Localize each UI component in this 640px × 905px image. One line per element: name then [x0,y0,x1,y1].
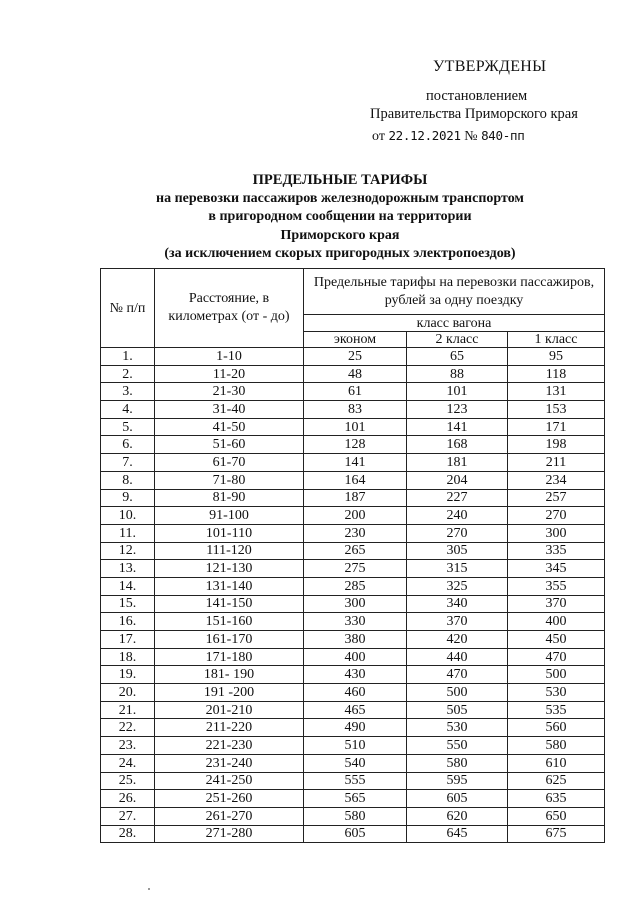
row-class-2: 440 [407,648,508,666]
row-econom: 465 [304,701,407,719]
row-class-2: 530 [407,719,508,737]
date-prefix: от [372,129,385,144]
row-number: 10. [101,507,155,525]
row-class-1: 335 [508,542,605,560]
row-class-1: 560 [508,719,605,737]
approved-label: УТВЕРЖДЕНЫ [433,58,547,75]
row-distance: 21-30 [155,383,304,401]
row-distance: 101-110 [155,524,304,542]
row-class-2: 305 [407,542,508,560]
decree-date-line [372,128,524,145]
row-class-1: 610 [508,754,605,772]
row-econom: 510 [304,737,407,755]
row-class-2: 227 [407,489,508,507]
row-econom: 187 [304,489,407,507]
table-row [101,524,605,542]
row-class-2: 580 [407,754,508,772]
row-distance: 231-240 [155,754,304,772]
table-row [101,684,605,702]
row-number: 8. [101,471,155,489]
row-distance: 221-230 [155,737,304,755]
row-class-2: 620 [407,807,508,825]
table-row [101,595,605,613]
row-class-1: 198 [508,436,605,454]
table-row [101,507,605,525]
row-class-1: 355 [508,577,605,595]
row-class-2: 315 [407,560,508,578]
row-number: 20. [101,684,155,702]
header-distance: Расстояние, в километрах (от - до) [155,269,304,348]
row-number: 23. [101,737,155,755]
row-distance: 271-280 [155,825,304,843]
row-number: 2. [101,365,155,383]
row-number: 4. [101,401,155,419]
row-class-1: 650 [508,807,605,825]
row-number: 6. [101,436,155,454]
title-line-5: (за исключением скорых пригородных электропоездов) [164,246,516,262]
table-row [101,613,605,631]
row-class-1: 400 [508,613,605,631]
table-row [101,471,605,489]
row-class-2: 325 [407,577,508,595]
row-class-1: 370 [508,595,605,613]
row-distance: 51-60 [155,436,304,454]
table-row [101,401,605,419]
table-row [101,790,605,808]
row-distance: 211-220 [155,719,304,737]
row-number: 24. [101,754,155,772]
row-econom: 540 [304,754,407,772]
row-number: 14. [101,577,155,595]
header-class-group: класс вагона [304,315,605,332]
table-row [101,436,605,454]
row-distance: 41-50 [155,418,304,436]
table-row [101,383,605,401]
header-class-1: 1 класс [508,332,605,348]
table-row [101,542,605,560]
row-econom: 200 [304,507,407,525]
row-number: 15. [101,595,155,613]
row-econom: 265 [304,542,407,560]
row-number: 1. [101,348,155,366]
row-class-2: 340 [407,595,508,613]
table-row [101,719,605,737]
table-row [101,772,605,790]
row-number: 9. [101,489,155,507]
row-distance: 161-170 [155,631,304,649]
table-row [101,365,605,383]
row-number: 28. [101,825,155,843]
row-distance: 131-140 [155,577,304,595]
row-class-2: 270 [407,524,508,542]
row-number: 18. [101,648,155,666]
row-class-1: 234 [508,471,605,489]
table-row [101,807,605,825]
row-class-1: 675 [508,825,605,843]
row-econom: 300 [304,595,407,613]
row-number: 26. [101,790,155,808]
title-line-2: на перевозки пассажиров железнодорожным транспортом [156,190,524,206]
row-class-2: 88 [407,365,508,383]
table-row [101,701,605,719]
row-class-1: 345 [508,560,605,578]
row-econom: 164 [304,471,407,489]
number-value: 840-пп [481,128,525,143]
title-line-3: в пригородном сообщении на территории [208,209,472,225]
row-class-2: 204 [407,471,508,489]
row-econom: 25 [304,348,407,366]
row-econom: 101 [304,418,407,436]
row-econom: 565 [304,790,407,808]
row-number: 19. [101,666,155,684]
title-line-1: ПРЕДЕЛЬНЫЕ ТАРИФЫ [252,172,428,188]
row-econom: 580 [304,807,407,825]
row-distance: 191 -200 [155,684,304,702]
row-econom: 61 [304,383,407,401]
row-class-2: 65 [407,348,508,366]
row-class-1: 153 [508,401,605,419]
row-class-1: 118 [508,365,605,383]
row-distance: 31-40 [155,401,304,419]
row-class-1: 535 [508,701,605,719]
row-class-2: 500 [407,684,508,702]
row-number: 17. [101,631,155,649]
table-row [101,348,605,366]
row-class-2: 141 [407,418,508,436]
row-class-2: 370 [407,613,508,631]
row-class-1: 270 [508,507,605,525]
header-number: № п/п [101,269,155,348]
header-class-2: 2 класс [407,332,508,348]
row-class-1: 131 [508,383,605,401]
row-number: 21. [101,701,155,719]
row-number: 11. [101,524,155,542]
row-class-2: 123 [407,401,508,419]
number-sign: № [464,129,478,144]
date-value: 22.12.2021 [388,128,461,143]
row-econom: 275 [304,560,407,578]
row-class-2: 420 [407,631,508,649]
table-row [101,666,605,684]
table-row [101,754,605,772]
row-class-2: 101 [407,383,508,401]
row-distance: 1-10 [155,348,304,366]
row-distance: 91-100 [155,507,304,525]
table-row [101,489,605,507]
table-row [101,454,605,472]
row-class-1: 257 [508,489,605,507]
row-distance: 201-210 [155,701,304,719]
row-distance: 241-250 [155,772,304,790]
decree-line-2: Правительства Приморского края [370,106,578,122]
row-econom: 555 [304,772,407,790]
title-line-4: Приморского края [280,227,400,243]
tariff-table [100,268,605,843]
row-econom: 48 [304,365,407,383]
decree-line-1: постановлением [426,88,528,104]
row-number: 25. [101,772,155,790]
table-row [101,560,605,578]
table-row [101,631,605,649]
row-distance: 61-70 [155,454,304,472]
row-class-1: 530 [508,684,605,702]
row-number: 3. [101,383,155,401]
row-econom: 430 [304,666,407,684]
row-class-2: 550 [407,737,508,755]
row-class-1: 470 [508,648,605,666]
row-econom: 230 [304,524,407,542]
row-econom: 83 [304,401,407,419]
row-number: 22. [101,719,155,737]
row-number: 12. [101,542,155,560]
row-class-1: 635 [508,790,605,808]
row-number: 13. [101,560,155,578]
row-econom: 490 [304,719,407,737]
table-row [101,648,605,666]
row-econom: 141 [304,454,407,472]
scan-artifact [148,888,150,890]
row-number: 27. [101,807,155,825]
row-class-2: 645 [407,825,508,843]
table-row [101,577,605,595]
row-number: 7. [101,454,155,472]
row-class-1: 580 [508,737,605,755]
row-class-2: 168 [407,436,508,454]
row-number: 5. [101,418,155,436]
row-class-1: 300 [508,524,605,542]
row-distance: 11-20 [155,365,304,383]
row-distance: 171-180 [155,648,304,666]
tariff-table-body [101,348,605,843]
row-econom: 400 [304,648,407,666]
row-class-1: 500 [508,666,605,684]
row-class-2: 470 [407,666,508,684]
row-distance: 81-90 [155,489,304,507]
table-row [101,825,605,843]
row-class-1: 171 [508,418,605,436]
row-class-2: 605 [407,790,508,808]
row-econom: 128 [304,436,407,454]
row-class-2: 505 [407,701,508,719]
table-row [101,418,605,436]
header-econom: эконом [304,332,407,348]
row-class-2: 240 [407,507,508,525]
row-econom: 330 [304,613,407,631]
row-class-2: 181 [407,454,508,472]
row-econom: 460 [304,684,407,702]
row-econom: 380 [304,631,407,649]
row-distance: 261-270 [155,807,304,825]
document-title [100,171,580,264]
row-class-1: 450 [508,631,605,649]
row-class-1: 625 [508,772,605,790]
row-distance: 251-260 [155,790,304,808]
header-tariffs: Предельные тарифы на перевозки пассажиров, рублей за одну поездку [304,269,605,315]
table-row [101,737,605,755]
row-class-1: 95 [508,348,605,366]
row-distance: 121-130 [155,560,304,578]
row-class-1: 211 [508,454,605,472]
row-distance: 71-80 [155,471,304,489]
row-distance: 141-150 [155,595,304,613]
row-distance: 151-160 [155,613,304,631]
row-class-2: 595 [407,772,508,790]
row-distance: 181- 190 [155,666,304,684]
row-number: 16. [101,613,155,631]
row-econom: 605 [304,825,407,843]
row-econom: 285 [304,577,407,595]
row-distance: 111-120 [155,542,304,560]
